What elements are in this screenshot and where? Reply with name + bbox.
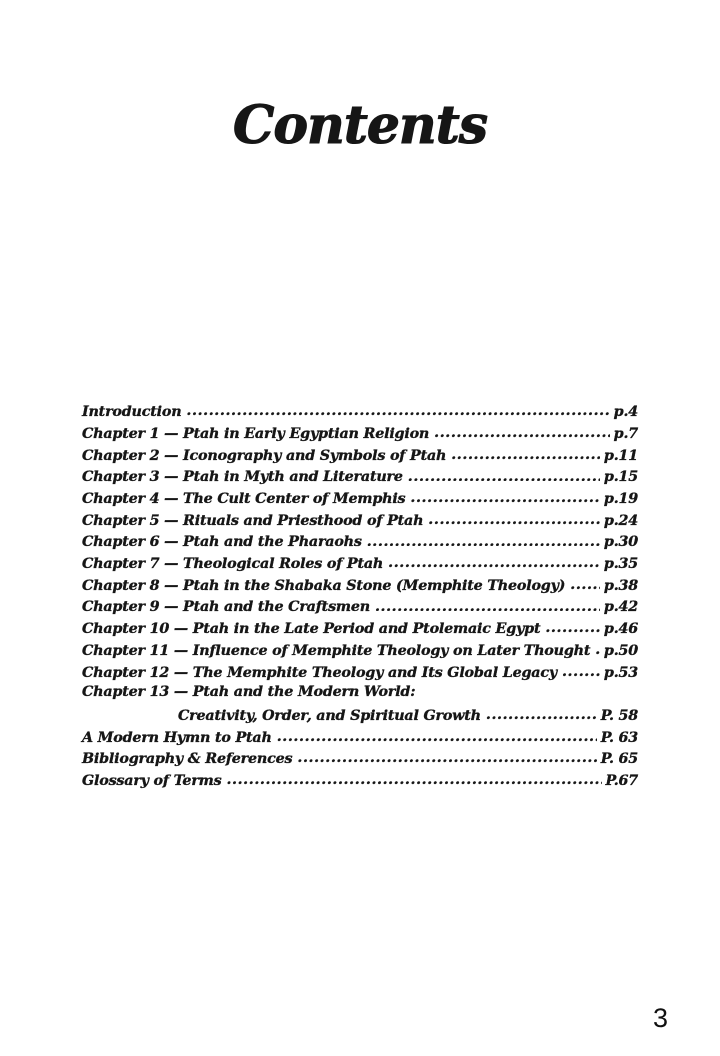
toc-entry-label: Chapter 6 — Ptah and the Pharaohs — [82, 534, 362, 551]
dot-leader — [545, 619, 600, 633]
dot-leader — [595, 641, 600, 655]
page-number: 3 — [652, 1003, 668, 1033]
toc-entry-label: Chapter 1 — Ptah in Early Egyptian Religion — [82, 425, 430, 442]
toc-entry-page: p.15 — [603, 469, 638, 486]
toc-entry — [82, 445, 638, 467]
toc-entry-page: p.19 — [603, 491, 638, 508]
toc-entry-page: P.67 — [605, 772, 638, 789]
toc-entry — [82, 510, 638, 532]
toc-entry-label: Chapter 7 — Theological Roles of Ptah — [82, 556, 384, 573]
toc-entry-page: p.38 — [603, 577, 638, 594]
toc-entry-page: p.11 — [603, 447, 638, 464]
toc-entry — [82, 684, 638, 706]
dot-leader — [408, 467, 600, 481]
toc-entry — [82, 554, 638, 576]
toc-entry-page: p.7 — [613, 425, 638, 442]
toc-entry — [82, 402, 638, 424]
toc-entry — [82, 489, 638, 511]
toc-entry — [82, 576, 638, 598]
toc-entry-label: Glossary of Terms — [82, 772, 222, 789]
dot-leader — [486, 706, 597, 720]
toc-entry — [82, 662, 638, 684]
dot-leader — [410, 489, 600, 503]
dot-leader — [186, 402, 609, 416]
contents-page — [0, 95, 720, 1033]
dot-leader — [562, 662, 600, 676]
toc-entry-page: P. 63 — [600, 729, 638, 746]
toc-entry-page: p.35 — [603, 556, 638, 573]
dot-leader — [451, 445, 600, 459]
toc-entry-label: Introduction — [82, 404, 182, 421]
toc-entry-page: P. 58 — [600, 707, 638, 724]
toc-entry-label: A Modern Hymn to Ptah — [82, 729, 272, 746]
toc-entry — [82, 706, 638, 728]
toc-entry-label: Bibliography & References — [82, 751, 293, 768]
toc-entry-label: Chapter 11 — Influence of Memphite Theology on Later Thought — [82, 642, 591, 659]
dot-leader — [367, 532, 600, 546]
toc-entry-label: Chapter 9 — Ptah and the Craftsmen — [82, 599, 370, 616]
dot-leader — [375, 597, 600, 611]
dot-leader — [434, 424, 610, 438]
toc-entry-label: Chapter 13 — Ptah and the Modern World: — [82, 683, 416, 700]
toc-entry-label: Creativity, Order, and Spiritual Growth — [178, 707, 481, 724]
toc-entry-page: p.24 — [603, 512, 638, 529]
toc-entry — [82, 424, 638, 446]
dot-leader — [277, 727, 597, 741]
toc-entry-page: p.30 — [603, 534, 638, 551]
toc-entry — [82, 532, 638, 554]
toc-entry-page: p.42 — [603, 599, 638, 616]
toc-entry-page: P. 65 — [600, 751, 638, 768]
toc-entry-page: p.53 — [603, 664, 638, 681]
toc-entry-page: p.46 — [603, 621, 638, 638]
toc-entry-page: p.50 — [603, 642, 638, 659]
page-title: Contents — [232, 95, 488, 156]
dot-leader — [388, 554, 600, 568]
dot-leader — [297, 749, 596, 763]
toc-entry — [82, 619, 638, 641]
dot-leader — [428, 510, 600, 524]
table-of-contents — [82, 402, 638, 792]
toc-entry — [82, 771, 638, 793]
toc-entry-label: Chapter 8 — Ptah in the Shabaka Stone (Memphite Theology) — [82, 577, 566, 594]
toc-entry-page: p.4 — [613, 404, 638, 421]
toc-entry — [82, 727, 638, 749]
toc-entry — [82, 597, 638, 619]
toc-entry — [82, 749, 638, 771]
toc-entry-label: Chapter 4 — The Cult Center of Memphis — [82, 491, 406, 508]
dot-leader — [570, 576, 600, 590]
toc-entry-label: Chapter 2 — Iconography and Symbols of Ptah — [82, 447, 447, 464]
toc-entry — [82, 467, 638, 489]
toc-entry-label: Chapter 5 — Rituals and Priesthood of Ptah — [82, 512, 424, 529]
toc-entry-label: Chapter 12 — The Memphite Theology and Its Global Legacy — [82, 664, 557, 681]
dot-leader — [226, 771, 601, 785]
toc-entry-label: Chapter 3 — Ptah in Myth and Literature — [82, 469, 403, 486]
toc-entry-label: Chapter 10 — Ptah in the Late Period and Ptolemaic Egypt — [82, 621, 541, 638]
toc-entry — [82, 641, 638, 663]
